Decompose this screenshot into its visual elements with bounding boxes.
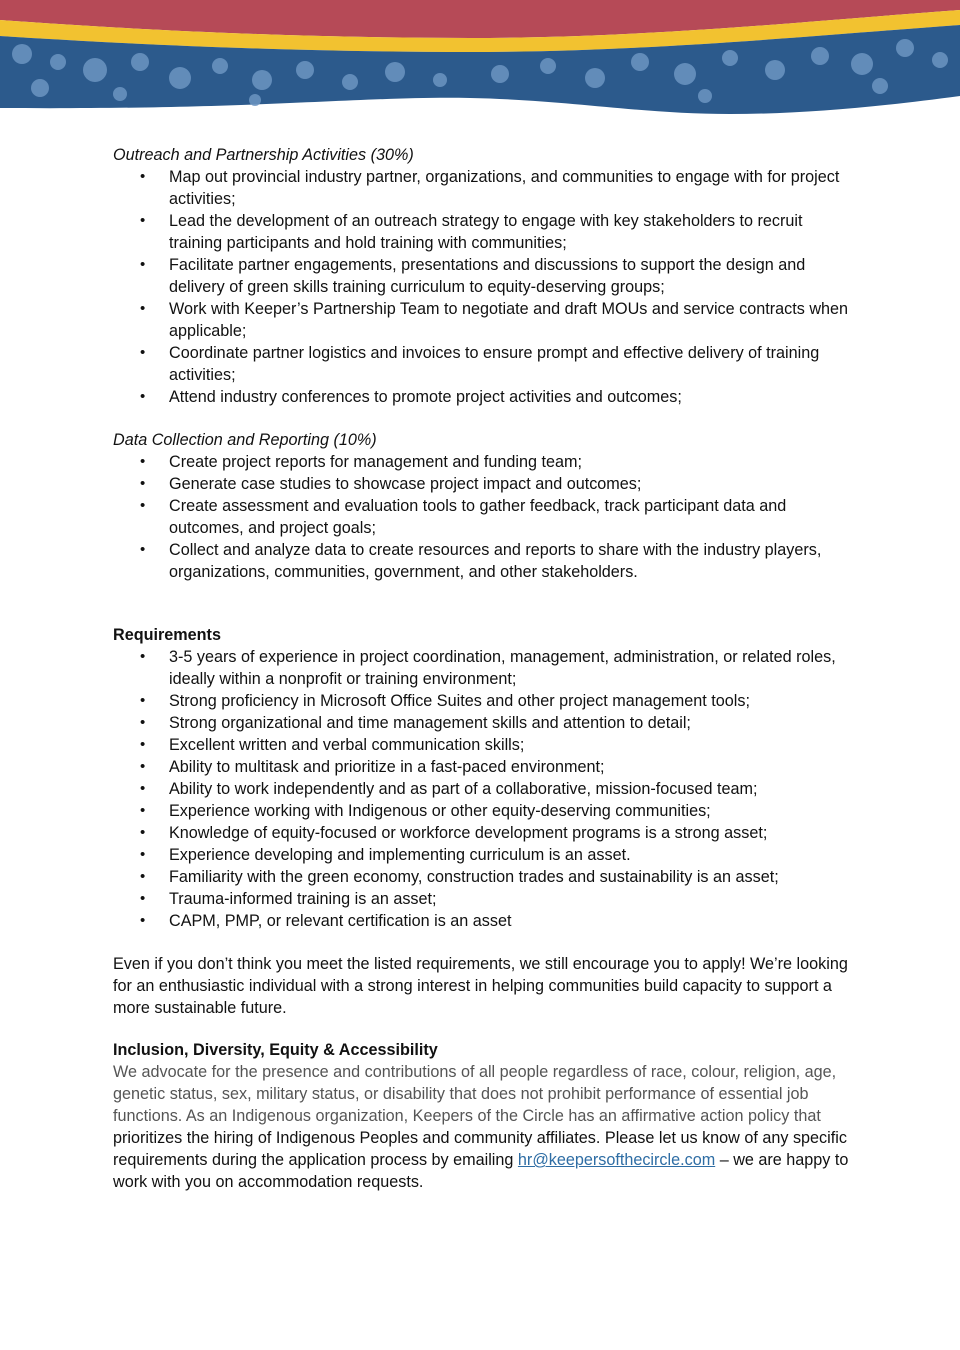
list-item: • Knowledge of equity-focused or workforce development programs is a strong asset; [113,822,853,844]
list-item: • Map out provincial industry partner, organizations, and communities to engage with for project activities; [113,166,853,210]
list-item: • Ability to work independently and as part of a collaborative, mission-focused team; [113,778,853,800]
inclusion-text-gray: We advocate for the presence and contributions of all people regardless of race, colour, religion, age, genetic status, sex, military status, or disability that does not prohibit performance of essential job functions. As an Indigenous organization, Keepers of the Circle has an affirmative action policy that [113,1063,837,1125]
list-item: • CAPM, PMP, or relevant certification is an asset [113,910,853,932]
list-item: • Collect and analyze data to create resources and reports to share with the industry players, organizations, communities, government, and other stakeholders. [113,539,853,583]
list-item: • Create assessment and evaluation tools to gather feedback, track participant data and outcomes, and project goals; [113,495,853,539]
outreach-heading: Outreach and Partnership Activities (30%) [113,146,414,164]
list-item: • Facilitate partner engagements, presentations and discussions to support the design and delivery of green skills training curriculum to equity-deserving groups; [113,254,853,298]
list-item: • Experience developing and implementing curriculum is an asset. [113,844,853,866]
document-body [113,144,853,1193]
list-item: • 3-5 years of experience in project coordination, management, administration, or related roles, ideally within a nonprofit or training environment; [113,646,853,690]
inclusion-text-end: – we are happy to work with you on accommodation requests. [113,1151,849,1191]
list-item: • Familiarity with the green economy, construction trades and sustainability is an asset; [113,866,853,888]
outreach-list [113,166,853,408]
list-item: • Lead the development of an outreach strategy to engage with key stakeholders to recruit training participants and hold training with communities; [113,210,853,254]
list-item: • Attend industry conferences to promote project activities and outcomes; [113,386,853,408]
data-collection-heading: Data Collection and Reporting (10%) [113,431,377,449]
list-item: • Strong proficiency in Microsoft Office Suites and other project management tools; [113,690,853,712]
list-item: • Work with Keeper’s Partnership Team to negotiate and draft MOUs and service contracts when applicable; [113,298,853,342]
inclusion-heading: Inclusion, Diversity, Equity & Accessibility [113,1041,438,1059]
inclusion-paragraph [113,1061,853,1193]
list-item: • Generate case studies to showcase project impact and outcomes; [113,473,853,495]
list-item: • Excellent written and verbal communication skills; [113,734,853,756]
list-item: • Create project reports for management and funding team; [113,451,853,473]
header-banner [0,0,960,122]
inclusion-text-dark: prioritizes the hiring of Indigenous Peoples and community affiliates. Please let us know of any specific requirements during the application process by emailing [113,1129,847,1169]
list-item: • Strong organizational and time management skills and attention to detail; [113,712,853,734]
data-collection-list [113,451,853,583]
hr-email-link[interactable]: hr@keepersofthecircle.com [517,1151,716,1169]
list-item: • Coordinate partner logistics and invoices to ensure prompt and effective delivery of training activities; [113,342,853,386]
requirements-heading: Requirements [113,626,221,644]
encouragement-paragraph: Even if you don’t think you meet the listed requirements, we still encourage you to apply! We’re looking for an enthusiastic individual with a strong interest in helping communities build capacity to support a more sustainable future. [113,955,848,1017]
list-item: • Experience working with Indigenous or other equity-deserving communities; [113,800,853,822]
list-item: • Trauma-informed training is an asset; [113,888,853,910]
requirements-list [113,646,853,932]
list-item: • Ability to multitask and prioritize in a fast-paced environment; [113,756,853,778]
